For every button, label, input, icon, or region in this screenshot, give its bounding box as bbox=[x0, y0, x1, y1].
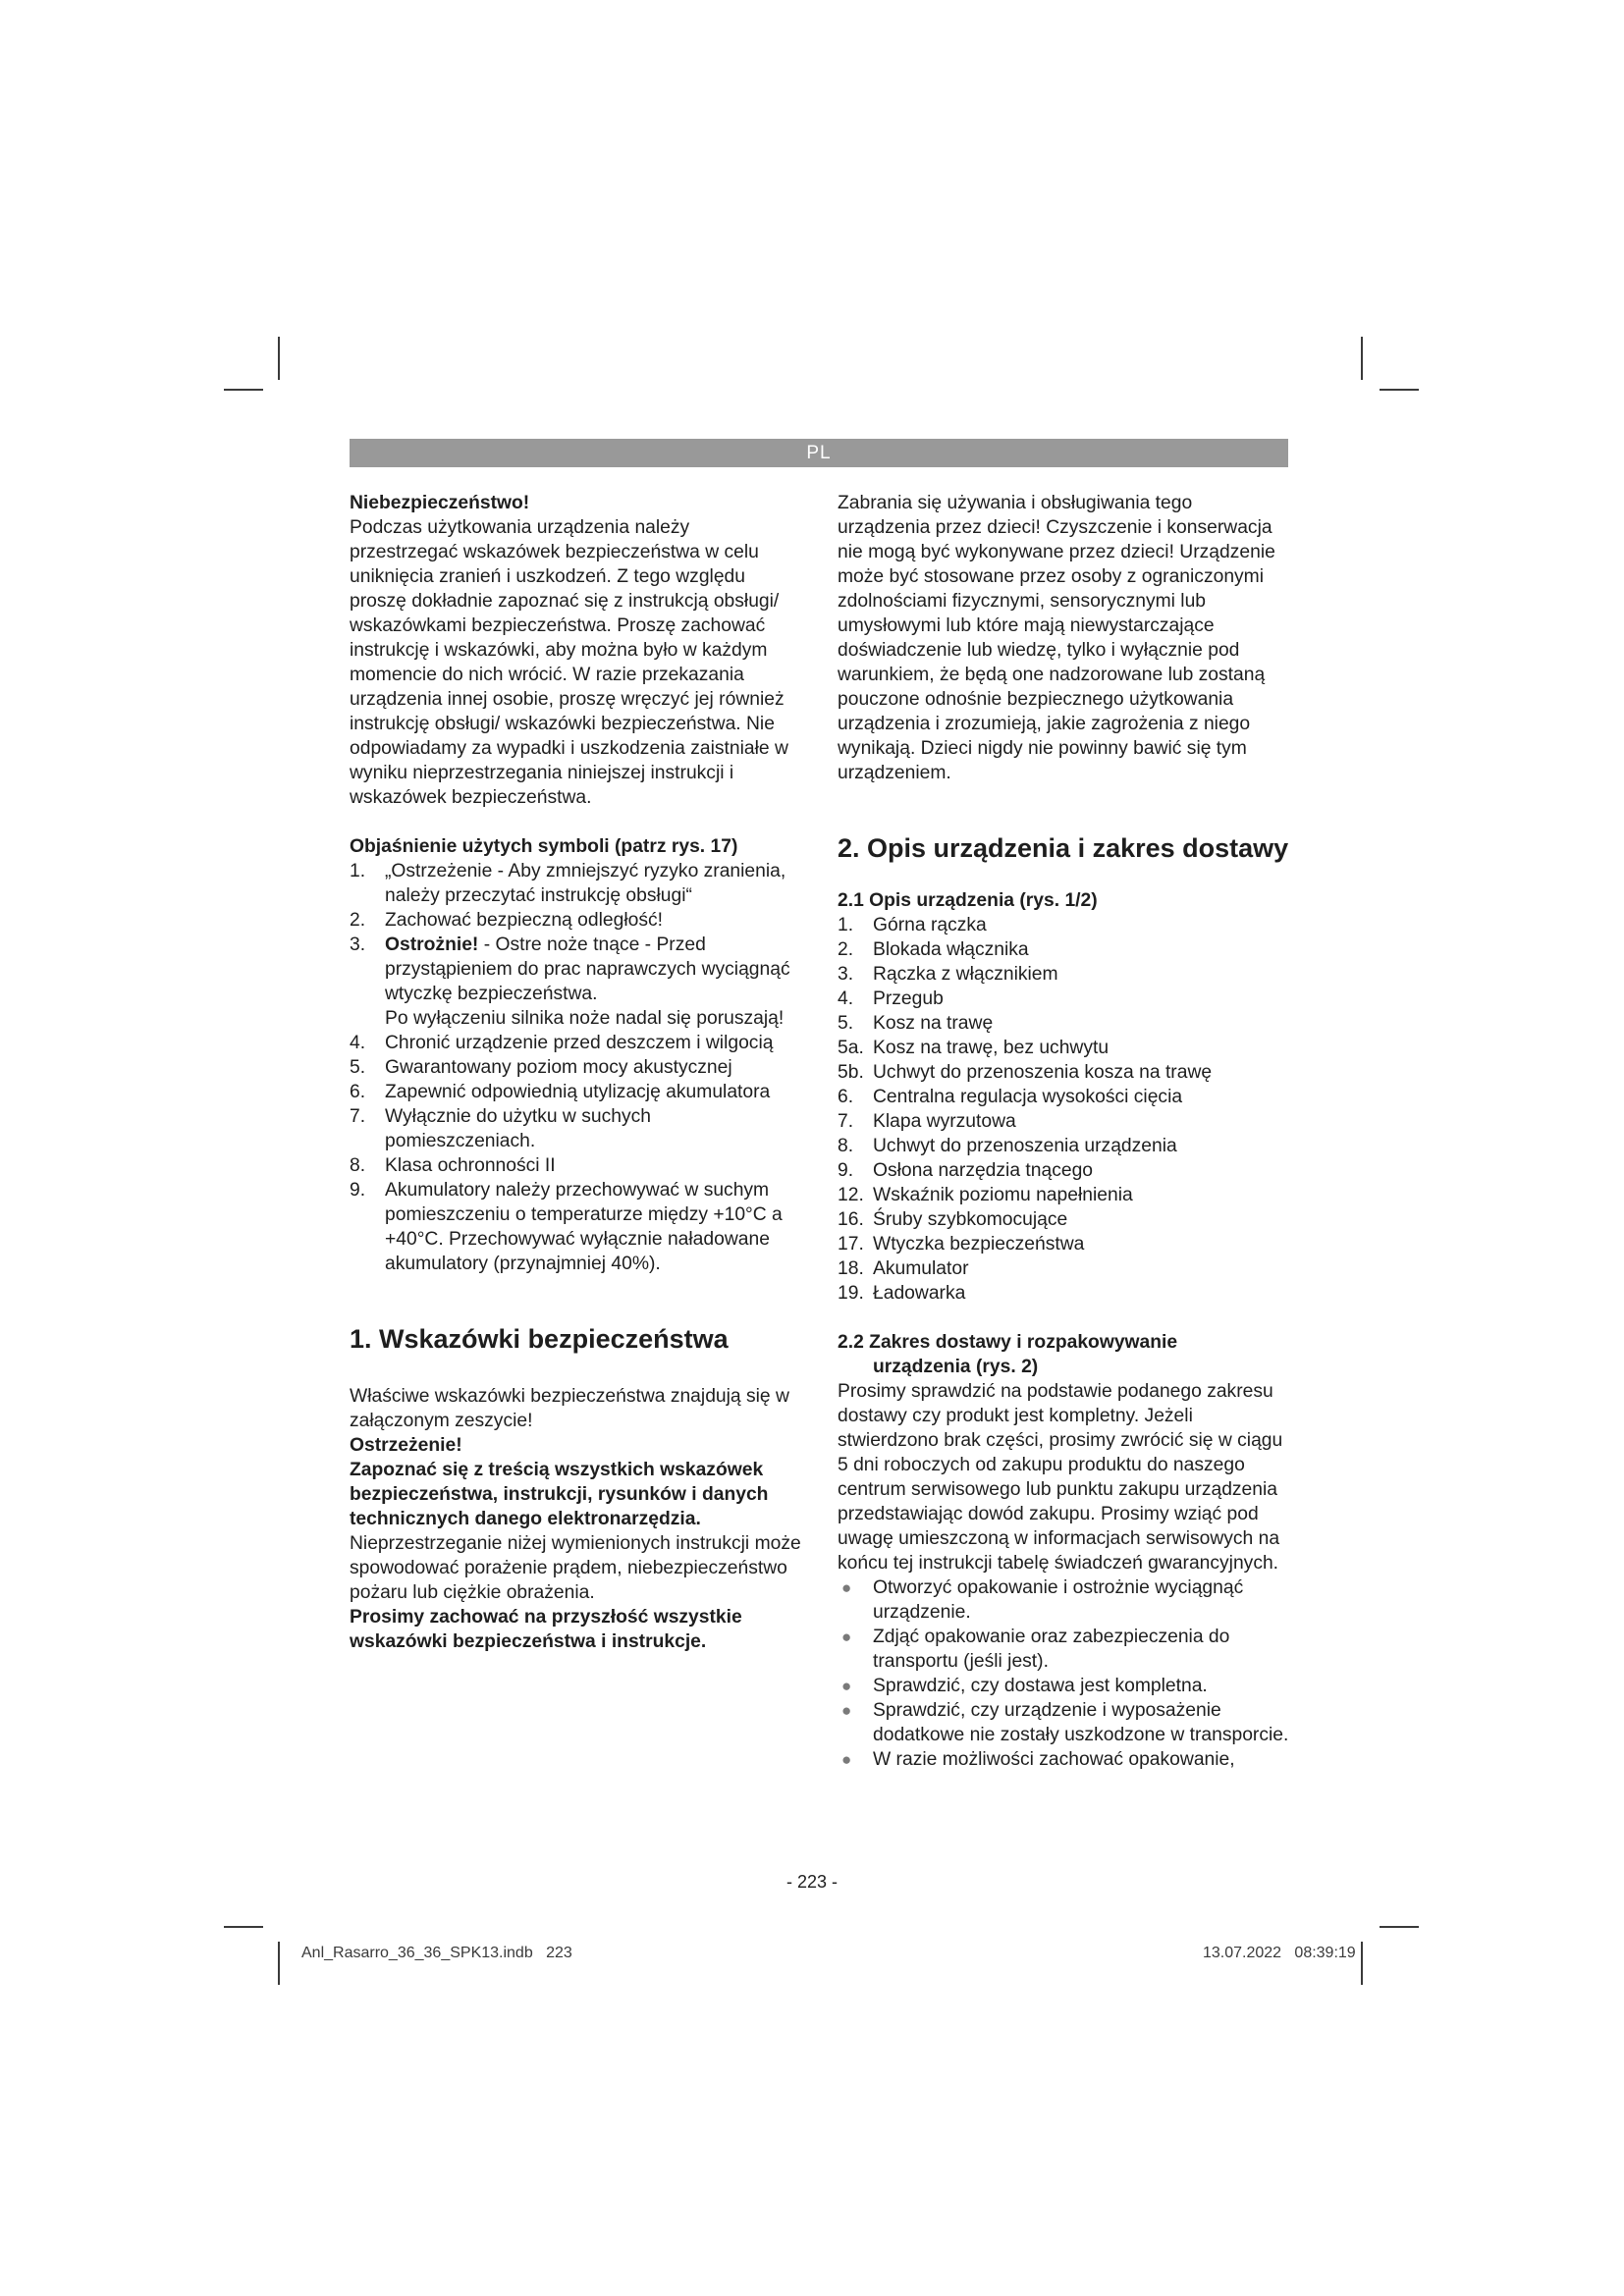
list-item: 18. Akumulator bbox=[838, 1258, 969, 1279]
bullet-icon: ● bbox=[841, 1628, 852, 1646]
keep-instructions-note: Prosimy zachować na przyszłość wszystkie wskazówki bezpieczeństwa i instrukcje. bbox=[350, 1607, 742, 1652]
section-1-heading: 1. Wskazówki bezpieczeństwa bbox=[350, 1324, 729, 1354]
bullet-icon: ● bbox=[841, 1677, 852, 1695]
list-item: 12. Wskaźnik poziomu napełnienia bbox=[838, 1185, 1133, 1205]
list-item: 17. Wtyczka bezpieczeństwa bbox=[838, 1234, 1085, 1255]
danger-heading: Niebezpieczeństwo! bbox=[350, 493, 530, 513]
list-item: 1. „Ostrzeżenie - Aby zmniejszyć ryzyko zranienia, należy przeczytać instrukcję obsługi“ bbox=[350, 861, 786, 906]
list-item: 2. Zachować bezpieczną odległość! bbox=[350, 910, 663, 931]
list-item: 2. Blokada włącznika bbox=[838, 939, 1029, 960]
right-column bbox=[838, 491, 1289, 1772]
list-item: 7. Wyłącznie do użytku w suchych pomieszczeniach. bbox=[350, 1106, 651, 1151]
list-item: 6. Centralna regulacja wysokości cięcia bbox=[838, 1087, 1183, 1107]
subsection-2-2-paragraph: Prosimy sprawdzić na podstawie podanego zakresu dostawy czy produkt jest kompletny. Jeżeli stwierdzono brak części, prosimy zwrócić się w ciągu 5 dni roboczych od zakupu produktu do naszego centrum serwisowego lub punktu zakupu urządzenia przedstawiając dowód zakupu. Prosimy wziąć pod uwagę umieszczoną w informacjach serwisowych na końcu tej instrukcji tabelę świadczeń gwarancyjnych. bbox=[838, 1381, 1283, 1574]
bullet-icon: ● bbox=[841, 1578, 852, 1597]
crop-mark bbox=[278, 337, 280, 380]
children-paragraph: Zabrania się używania i obsługiwania tego urządzenia przez dzieci! Czyszczenie i konserwacja nie mogą być wykonywane przez dzieci! Urządzenie może być stosowane przez osoby z ograniczonymi zdolnościami fizycznymi, sensorycznymi lub umysłowymi lub które mają niewystarczające doświadczenie lub wiedzę, tylko i wyłącznie pod warunkiem, że będą one nadzorowane lub zostaną pouczone odnośnie bezpiecznego użytkowania urządzenia i zrozumieją, jakie zagrożenia z niego wynikają. Dzieci nigdy nie powinny bawić się tym urządzeniem. bbox=[838, 493, 1275, 783]
subsection-2-1-heading: 2.1 Opis urządzenia (rys. 1/2) bbox=[838, 890, 1098, 911]
print-timestamp: 13.07.2022 08:39:19 bbox=[1203, 1945, 1356, 1961]
subsection-2-2-heading: 2.2 Zakres dostawy i rozpakowywanie urządzenia (rys. 2) bbox=[838, 1332, 1178, 1377]
left-column bbox=[350, 491, 801, 1654]
language-header-bar: PL bbox=[350, 439, 1288, 467]
list-item: 4. Przegub bbox=[838, 988, 944, 1009]
crop-mark bbox=[1361, 337, 1363, 380]
list-item: 19. Ładowarka bbox=[838, 1283, 966, 1304]
danger-paragraph: Podczas użytkowania urządzenia należy przestrzegać wskazówek bezpieczeństwa w celu uniknięcia zranień i uszkodzeń. Z tego względu proszę dokładnie zapoznać się z instrukcją obsługi/ wskazówkami bezpieczeństwa. Proszę zachować instrukcję i wskazówki, aby można było w każdym momencie do nich wrócić. W razie przekazania urządzenia innej osobie, proszę wręczyć jej również instrukcję obsługi/ wskazówki bezpieczeństwa. Nie odpowiadamy za wypadki i uszkodzenia zaistniałe w wyniku nieprzestrzegania niniejszej instrukcji i wskazówek bezpieczeństwa. bbox=[350, 517, 788, 808]
crop-mark bbox=[1380, 389, 1419, 391]
unpacking-steps-list bbox=[838, 1575, 1289, 1772]
list-item: 3. Rączka z włącznikiem bbox=[838, 964, 1058, 985]
list-item: 6. Zapewnić odpowiednią utylizację akumulatora bbox=[350, 1082, 771, 1102]
symbols-heading: Objaśnienie użytych symboli (patrz rys. 17) bbox=[350, 836, 738, 857]
warning-heading: Ostrzeżenie! bbox=[350, 1435, 462, 1456]
list-item: 9. Osłona narzędzia tnącego bbox=[838, 1160, 1094, 1181]
parts-list bbox=[838, 913, 1289, 1306]
list-item: 7. Klapa wyrzutowa bbox=[838, 1111, 1016, 1132]
bullet-icon: ● bbox=[841, 1701, 852, 1720]
print-file-info: Anl_Rasarro_36_36_SPK13.indb 223 bbox=[301, 1945, 572, 1961]
list-item: ● Sprawdzić, czy urządzenie i wyposażenie dodatkowe nie zostały uszkodzone w transporcie. bbox=[841, 1700, 1289, 1745]
list-item: ● W razie możliwości zachować opakowanie, bbox=[841, 1749, 1235, 1770]
list-item: 8. Klasa ochronności II bbox=[350, 1155, 556, 1176]
crop-mark bbox=[278, 1942, 280, 1985]
crop-mark bbox=[1380, 1926, 1419, 1928]
list-item: ● Otworzyć opakowanie i ostrożnie wyciągnąć urządzenie. bbox=[841, 1577, 1244, 1623]
list-item: 5a. Kosz na trawę, bez uchwytu bbox=[838, 1038, 1110, 1058]
list-item: 9. Akumulatory należy przechowywać w suchym pomieszczeniu o temperaturze między +10°C a +40°C. Przechowywać wyłącznie naładowane akumulatory (przynajmniej 40%). bbox=[350, 1180, 783, 1274]
list-item: ● Zdjąć opakowanie oraz zabezpieczenia do transportu (jeśli jest). bbox=[841, 1627, 1230, 1672]
crop-mark bbox=[1361, 1942, 1363, 1985]
list-item: 8. Uchwyt do przenoszenia urządzenia bbox=[838, 1136, 1177, 1156]
section-1-intro: Właściwe wskazówki bezpieczeństwa znajdują się w załączonym zeszycie! bbox=[350, 1386, 789, 1431]
crop-mark bbox=[224, 389, 263, 391]
list-item: 3. Ostrożnie! - Ostre noże tnące - Przed przystąpieniem do prac naprawczych wyciągnąć wtyczkę bezpieczeństwa. Po wyłączeniu silnika noże nadal się poruszają! bbox=[350, 934, 790, 1029]
warning-paragraph: Zapoznać się z treścią wszystkich wskazówek bezpieczeństwa, instrukcji, rysunków i danych technicznych danego elektronarzędzia. Nieprzestrzeganie niżej wymienionych instrukcji może spowodować porażenie prądem, niebezpieczeństwo pożaru lub ciężkie obrażenia. bbox=[350, 1460, 801, 1603]
symbols-list bbox=[350, 859, 801, 1276]
section-2-heading: 2. Opis urządzenia i zakres dostawy bbox=[838, 833, 1289, 863]
list-item: 5b. Uchwyt do przenoszenia kosza na trawę bbox=[838, 1062, 1213, 1083]
list-item: 4. Chronić urządzenie przed deszczem i wilgocią bbox=[350, 1033, 774, 1053]
page-number: - 223 - bbox=[785, 1872, 839, 1892]
list-item: 1. Górna rączka bbox=[838, 915, 987, 935]
list-item: ● Sprawdzić, czy dostawa jest kompletna. bbox=[841, 1676, 1208, 1696]
list-item: 5. Kosz na trawę bbox=[838, 1013, 994, 1034]
list-item: 16. Śruby szybkomocujące bbox=[838, 1209, 1068, 1230]
list-item: 5. Gwarantowany poziom mocy akustycznej bbox=[350, 1057, 732, 1078]
bullet-icon: ● bbox=[841, 1750, 852, 1769]
crop-mark bbox=[224, 1926, 263, 1928]
